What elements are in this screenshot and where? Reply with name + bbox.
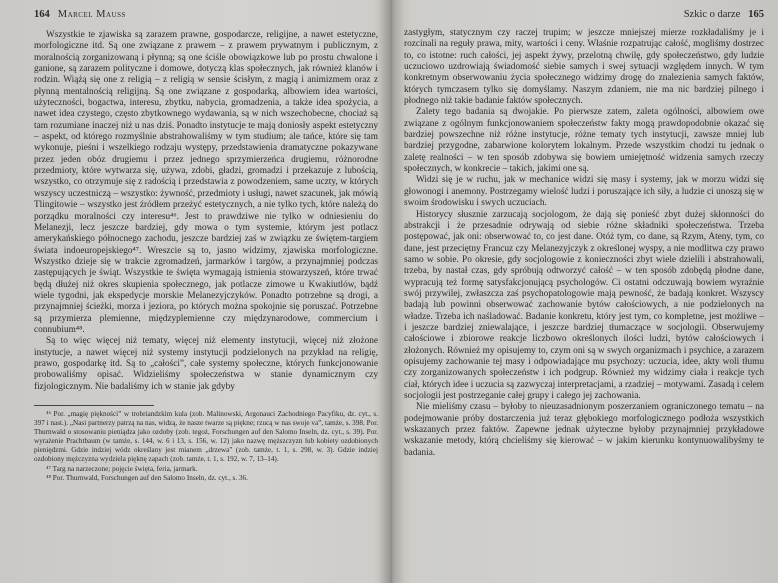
right-paragraph-1: zastygłym, statycznym czy raczej trupim; w jeszcze mniejszej mierze rozkładaliśmy je i rozcinali na reguły prawa, mity, wartości i ceny. Właśnie rozpatrując całość, mogliśmy dostrzec to, co istotne: ruch całości, jej aspekt żywy, przelotną chwilę, gdy społeczeństwo, gdy ludzie uczuciowo uzdrowiają świadomość siebie samych i swej sytuacji względem innych. W tym konkretnym obserwowaniu życia społecznego widzimy drogę do znalezienia samych faktów, których tymczasem tylko się domyślamy. Naszym zdaniem, nie ma nic bardziej pilnego i płodnego niż takie badanie faktów społecznych. bbox=[404, 28, 764, 107]
footnote-46: ⁴⁶ Por. „magię piękności” w trobriandzkim kula (zob. Malinowski, Argonauci Zachodniego Pacyfiku, dz. cyt., s. 397 i nast.). „Nasi partnerzy patrzą na nas, widzą, że nasze twarze są piękne; rzucą w nas swoje va”, tamże, s. 398. Por. Thurnwald o stosowaniu pieniądza jako ozdoby (zob. tegoż, Forschungen auf den Salomo Inseln, dz. cyt., s. 39). Por. wyrażenie Prachtbaum (w tamże, s. 144, w. 6 i 13, s. 156, w. 12) jako nazwę męższczyzn lub kobiety ozdobionych pieniędzmi. Gdzie indziej wódz określany jest mianem „drzewa” (zob. tamże, t. 1, s. 298, w. 3). Gdzie indziej ozdobiony mężczyzna wydziela pięknę zapach (zob. tamże, t. 1, s. 192, w. 7, 13–14). bbox=[34, 410, 378, 464]
right-body-text bbox=[404, 28, 764, 459]
left-page-number: 164 bbox=[34, 9, 50, 20]
left-paragraph-1: Wszystkie te zjawiska są zarazem prawne, gospodarcze, religijne, a nawet estetyczne, morfologiczne itd. Są one związane z prawem – z prawem prywatnym i publicznym, z moralnością zorganizowaną i płynną; są one ściśle obowiązkowe lub po prostu chwalone i ganione, są zarazem polityczne i domowe, dotyczą klas społecznych, jak również klanów i rodzin. Wiążą się one z religią – z religią w sensie ścisłym, z magią i animizmem oraz z płynną mentalnością religijną. Są one związane z gospodarką, albowiem idea wartości, użyteczności, bogactwa, interesu, zbytku, nabycia, gromadzenia, a także idea spożycia, a nawet idea czystego, często zbytkownego wydawania, są w nich wszechobecne, chociaż są tam rozumiane inaczej niż u nas dziś. Ponadto instytucje te mają doniosły aspekt estetyczny – aspekt, od którego rozmyślnie abstrahowaliśmy w tym studium; ale tańce, które się tam wykonuje, pieśni i wszelkiego rodzaju występy, przedstawienia dramatyczne pokazywane przez jeden obóz drugiemu i przez jednego sprzymierzeńca drugiemu, różnorodne przedmioty, które wytwarza się, używa, zdobi, gładzi, gromadzi i przekazuje z lubością, wszystko, co otrzymuje się z radością i przedstawia z powodzeniem, same uczty, w których wszyscy uczestniczą – wszystko: żywność, przedmioty i usługi, nawet szacunek, jak mówią Tlingitowie – wszystko jest źródłem przeżyć estetycznych, a nie tylko tych, które należą do porządku moralności czy interesu⁴⁶. Jest to prawdziwe nie tylko w odniesieniu do Melanezji, lecz jeszcze bardziej, gdy mowa o tym systemie, którym jest potlacz amerykańskiego północnego zachodu, jeszcze bardziej zaś w związku ze świętem-targiem świata indoeuropejskiego⁴⁷. Wreszcie są to, jasno widzimy, zjawiska morfologiczne. Wszystko dzieje się w trakcie zgromadzeń, jarmarków i targów, a przynajmniej podczas zastępujących je świąt. Wszystkie te święta wymagają istnienia stowarzyszeń, które trwać będą dłużej niż okres skupienia społecznego, jak potlacze zimowe u Kwakiutlów, bądź wiele tygodni, jak ekspedycje morskie Melanezyjczyków. Ponadto potrzebne są drogi, a przynajmniej ścieżki, morza i jeziora, po których można spokojnie się poruszać. Potrzebne są przymierza plemienne, międzyplemienne czy międzynarodowe, commercium i connubium⁴⁸. bbox=[34, 30, 378, 335]
right-paragraph-3: Widzi się je w ruchu, jak w mechanice widzi się masy i systemy, jak w morzu widzi się głowonogi i anemony. Postrzegamy wielość ludzi i poruszające ich siły, a ludzie ci unoszą się w swoim środowisku i swych uczuciach. bbox=[404, 175, 764, 209]
right-running-head bbox=[404, 8, 764, 22]
left-running-head-author: Marcel Mauss bbox=[57, 9, 126, 20]
right-page-number: 165 bbox=[748, 9, 764, 20]
right-page bbox=[392, 0, 778, 583]
right-running-head-title: Szkic o darze bbox=[683, 9, 741, 20]
footnote-47: ⁴⁷ Targ na narzeczone; pojęcie święta, feria, jarmark. bbox=[46, 464, 198, 473]
footnote-rule bbox=[34, 405, 154, 406]
right-paragraph-4: Historycy słusznie zarzucają socjologom, że dają się ponieść zbyt dużej skłonności do abstrakcji i że przesadnie odrywają od siebie różne składniki społeczeństwa. Trzeba postępować, jak oni: obserwować to, co jest dane. Otóż tym, co dane, są Rzym, Ateny, tym, co dane, jest przeciętny Francuz czy Melanezyjczyk z określonej wyspy, a nie modlitwa czy prawo samo w sobie. Po okresie, gdy socjologowie z konieczności zbyt wiele dzielili i abstrahowali, trzeba, by nastał czas, gdy spróbują odtworzyć całość – w ten sposób zdobędą płodne dane, wypracują też formę satysfakcjonującą psychologów. Ci ostatni odczuwają bowiem wyraźnie swój przywilej, zwłaszcza zaś psychopatologowie mają pewność, że badają konkret. Wszyscy badają lub powinni obserwować zachowanie bytów całościowych, a nie podzielonych na władze. Trzeba ich naśladować. Badanie konkretu, który jest tym, co kompletne, jest możliwe – i jeszcze bardziej zniewalające, i jeszcze bardziej tłumaczące w socjologii. Obserwujemy całościowe i zbiorowe reakcje liczbowo określonych ilości ludzi, bytów całościowych i złożonych. Również my opisujemy to, czym oni są w swych organizmach i psychice, a zarazem opisujemy zachowanie tej masy i odpowiadające mu psychozy: uczucia, idee, akty woli tłumu czy zorganizowanych społeczeństw i ich podgrup. Również my widzimy ciała i reakcje tych ciał, których idee i uczucia są zazwyczaj interpretacjami, a rzadziej – motywami. Zasadą i celem socjologii jest postrzeganie całej grupy i całego jej zachowania. bbox=[404, 209, 764, 401]
footnote-48: ⁴⁸ Por. Thurnwald, Forschungen auf den Salomo Inseln, dz. cyt., s. 36. bbox=[46, 473, 248, 482]
right-paragraph-2: Zalety tego badania są dwojakie. Po pierwsze zatem, zaleta ogólności, albowiem owe związane z ogólnym funkcjonowaniem społeczeństw fakty mogą prawdopodobnie okazać się bardziej powszechne niż różne instytucje, różne tematy tych instytucji, zawsze mniej lub bardziej przygodne, zabarwione kolorytem lokalnym. Przede wszystkim chodzi tu jednak o zaletę realności – w ten sposób zdobywa się bowiem umiejętność widzenia samych rzeczy społecznych, w konkrecie – takich, jakimi one są. bbox=[404, 107, 764, 175]
footnotes bbox=[34, 405, 378, 483]
left-page bbox=[0, 0, 388, 583]
left-running-head bbox=[34, 8, 378, 22]
left-paragraph-2: Są to więc więcej niż tematy, więcej niż elementy instytucji, więcej niż złożone instytucje, a nawet więcej niż systemy instytucji podzielonych na przykład na religię, prawo, gospodarkę itd. Są to „całości”, całe systemy społeczne, których funkcjonowanie probowaliśmy opisać. Widzieliśmy społeczeństwa w stanie dynamicznym czy fizjologicznym. Nie badaliśmy ich w stanie jak gdyby bbox=[34, 336, 378, 392]
right-paragraph-5: Nie mieliśmy czasu – byłoby to nieuzasadnionym poszerzaniem ograniczonego tematu – na podejmowanie próby dostarczenia już teraz głębokiego morfologicznego podłoża wszystkich wskazanych przez faktów. Zapewne jednak użyteczne byłoby przynajmniej przykładowe wskazanie metody, którą chcieliśmy się kierować – w jakim kierunku kontynuowalibyśmy te badania. bbox=[404, 402, 764, 458]
left-body-text bbox=[34, 30, 378, 393]
